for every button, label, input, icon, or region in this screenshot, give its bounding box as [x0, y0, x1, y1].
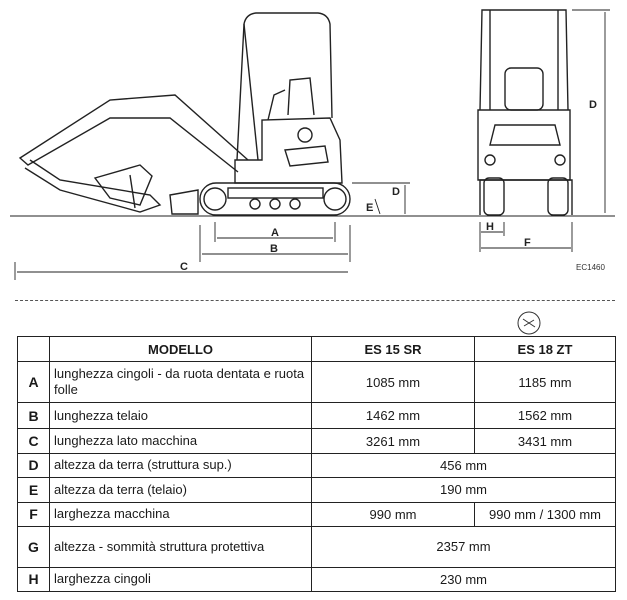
table-row — [18, 453, 616, 477]
dashed-separator — [15, 300, 615, 302]
dim-label-h: H — [486, 221, 494, 233]
row-letter: F — [18, 502, 50, 526]
front-cab — [480, 10, 568, 110]
row-letter: A — [18, 362, 50, 403]
header-es15sr: ES 15 SR — [312, 337, 475, 362]
header-empty — [18, 337, 50, 362]
dim-label-a: A — [271, 227, 279, 239]
row-letter: H — [18, 567, 50, 591]
dim-label-e: E — [366, 202, 374, 214]
row-letter: G — [18, 526, 50, 567]
row-description: altezza da terra (struttura sup.) — [50, 453, 312, 477]
front-tracks — [480, 180, 572, 215]
row-value-shared: 456 mm — [312, 453, 616, 477]
header-model: MODELLO — [50, 337, 312, 362]
row-description: larghezza cingoli — [50, 567, 312, 591]
row-value-shared: 2357 mm — [312, 526, 616, 567]
stamp-icon — [516, 310, 542, 336]
blade — [170, 190, 198, 214]
row-letter: D — [18, 453, 50, 477]
dim-label-d-side: D — [392, 186, 400, 198]
boom — [20, 95, 248, 172]
side-cab — [237, 13, 332, 160]
row-description: larghezza macchina — [50, 502, 312, 526]
table-row — [18, 362, 616, 403]
row-description: lunghezza cingoli - da ruota dentata e ruota folle — [50, 362, 312, 403]
row-value-es18zt: 1185 mm — [475, 362, 616, 403]
dim-label-b: B — [270, 243, 278, 255]
bucket — [95, 165, 152, 205]
row-description: altezza da terra (telaio) — [50, 478, 312, 502]
row-description: lunghezza telaio — [50, 403, 312, 429]
spec-table — [17, 336, 616, 592]
row-letter: E — [18, 478, 50, 502]
drawing-code: EC1460 — [576, 263, 605, 272]
row-value-es15sr: 3261 mm — [312, 429, 475, 453]
row-description: altezza - sommità struttura protettiva — [50, 526, 312, 567]
row-value-shared: 190 mm — [312, 478, 616, 502]
table-header-row — [18, 337, 616, 362]
row-value-es15sr: 990 mm — [312, 502, 475, 526]
row-value-es18zt: 3431 mm — [475, 429, 616, 453]
dim-label-c: C — [180, 261, 188, 273]
row-value-es18zt: 990 mm / 1300 mm — [475, 502, 616, 526]
row-letter: B — [18, 403, 50, 429]
row-value-es18zt: 1562 mm — [475, 403, 616, 429]
row-description: lunghezza lato macchina — [50, 429, 312, 453]
row-letter: C — [18, 429, 50, 453]
table-row — [18, 567, 616, 591]
row-value-es15sr: 1085 mm — [312, 362, 475, 403]
table-row — [18, 478, 616, 502]
row-value-shared: 230 mm — [312, 567, 616, 591]
table-row — [18, 403, 616, 429]
dim-label-d-front: D — [589, 99, 597, 111]
table-row — [18, 429, 616, 453]
table-row — [18, 526, 616, 567]
dim-label-f: F — [524, 237, 531, 249]
row-value-es15sr: 1462 mm — [312, 403, 475, 429]
header-es18zt: ES 18 ZT — [475, 337, 616, 362]
table-row — [18, 502, 616, 526]
